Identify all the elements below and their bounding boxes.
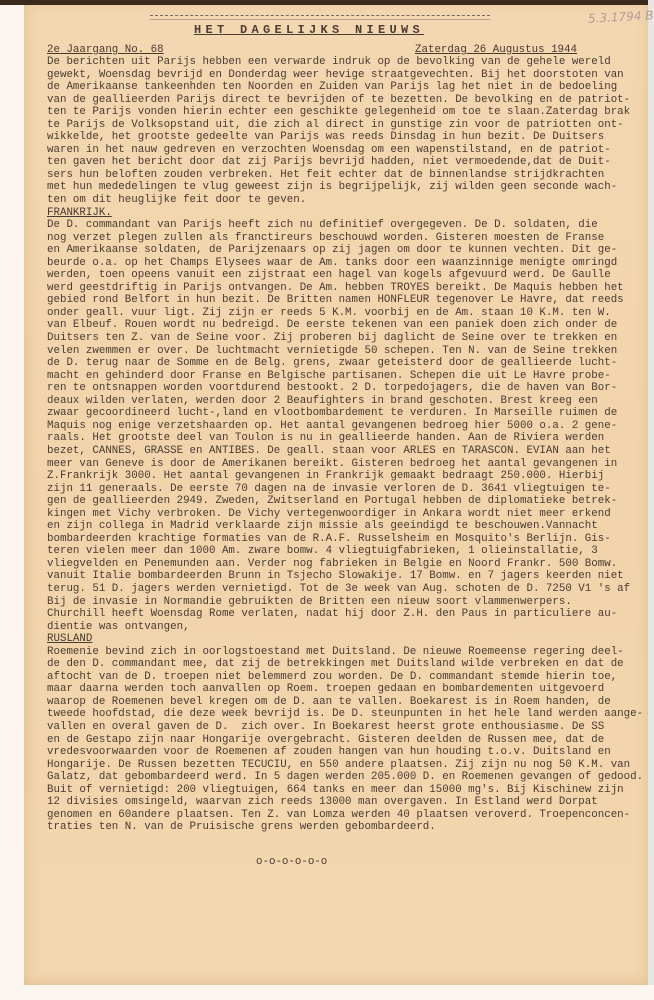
text-line: vallen en overal gaven de D. zich over. In Boekarest heerst grote enthousiasme. De SS bbox=[47, 720, 605, 733]
text-line: waarop de Roemenen bevel kregen om de D. aan te vallen. Boekarest is in Roem handen, de bbox=[47, 695, 611, 708]
text-line: dientie was ontvangen, bbox=[47, 620, 190, 633]
text-line: van Elbeuf. Rouen wordt nu bedreigd. De eerste tekenen van een paniek doen zich onder de bbox=[47, 319, 618, 332]
scan-margin bbox=[648, 0, 654, 985]
text-line: gewekt, Woensdag bevrijd en Donderdag weer hevige straatgevechten. Bij het doorstoten van bbox=[47, 68, 624, 81]
text-line: beurde o.a. op het Champs Elysees waar de Am. tanks door een waanzinnige menigte omringd bbox=[47, 256, 618, 269]
archive-mark: 5.3.1794 B bbox=[587, 8, 654, 26]
news-section bbox=[47, 207, 643, 634]
text-line: de Amerikaanse tankeenhden ten Noorden en Zuiden van Parijs lag het niet in de bedoeling bbox=[47, 81, 618, 94]
text-line: zijn 11 generaals. De eerste 70 dagen na de invasie verloren de D. 3641 vliegtuigen te- bbox=[47, 482, 611, 495]
scan-edge bbox=[0, 0, 654, 5]
text-line: van de geallieerden Parijs direct te bevrijden of te bezetten. De bevolking en de patriot- bbox=[47, 93, 631, 106]
text-line: 12 divisies omsingeld, waarvan zich reeds 13000 man overgaven. In Estland werd Dorpat bbox=[47, 796, 598, 809]
text-line: en Amerikaanse soldaten, de Parijzenaars op zij jagen om door te kunnen vechten. Dit ge- bbox=[47, 244, 618, 257]
issue-number: 2e Jaargang No. 68 bbox=[47, 44, 164, 56]
text-line: De berichten uit Parijs hebben een verwarde indruk op de bevolking van de gehele wereld bbox=[47, 56, 611, 68]
text-line: sers hun beloften zouden verbreken. Het feit echter dat de binnenlandse strijdkrachten bbox=[47, 168, 605, 181]
text-line: Galatz, dat gebombardeerd werd. In 5 dagen werden 205.000 D. en Roemenen gevangen of gedood. bbox=[47, 771, 644, 784]
text-line: De D. commandant van Parijs heeft zich nu definitief overgegeven. De D. soldaten, die bbox=[47, 219, 598, 232]
text-line: Hongarije. De Russen bezetten TECUCIU, en 550 andere plaatsen. Zij zijn nu nog 50 K.M. van bbox=[47, 758, 631, 771]
text-line: gebied rond Belfort in hun bezit. De Britten namen HONFLEUR tegenover Le Havre, dat reeds bbox=[47, 294, 624, 307]
text-line: Duitsers ten Z. van de Seine voor. Zij proberen bij daglicht de Seine over te trekken en bbox=[47, 332, 618, 345]
text-line: de D. terug naar de Somme en de Belg. grens, zwaar geteisterd door de geallieerde lucht- bbox=[47, 357, 618, 370]
text-line: ren te ontsnappen worden voortdurend bestookt. 2 D. torpedojagers, die de haven van Bor- bbox=[47, 382, 618, 395]
text-line: vanuit Italie bombardeerden Brunn in Tsjecho Slowakije. 17 Bomw. en 7 jagers keerden niet bbox=[47, 570, 624, 583]
text-line: werd geestdriftig in Parijs ontvangen. De Am. hebben TROYES bereikt. De Maquis hebben het bbox=[47, 281, 624, 294]
text-line: Churchill heeft Woensdag Rome verlaten, nadat hij door Z.H. den Paus in particuliere au- bbox=[47, 608, 618, 621]
text-line: macht en gehinderd door Franse en Belgische partisanen. Schepen die uit Le Havre probe- bbox=[47, 369, 611, 382]
text-line: maar daarna werden toch aanvallen op Roem. troepen gedaan en bombardementen uitgevoerd bbox=[47, 683, 605, 696]
text-line: vredesvoorwaarden voor de Roemenen af zouden hangen van hun houding t.o.v. Duitsland en bbox=[47, 746, 611, 759]
section-heading: FRANKRIJK. bbox=[47, 206, 112, 219]
text-line: waren in het nauw gedreven en verzochten Woensdag om een wapenstilstand, en de patriot- bbox=[47, 143, 611, 156]
header-rule bbox=[150, 15, 490, 16]
text-line: tweede hoofdstad, die deze week bevrijd is. De D. steunpunten in het hele land werden aange- bbox=[47, 708, 644, 721]
text-line: raals. Het grootste deel van Toulon is nu in geallieerde handen. Aan de Riviera werden bbox=[47, 432, 605, 445]
newsletter-title: HET DAGELIJKS NIEUWS bbox=[194, 23, 425, 37]
section-heading: RUSLAND bbox=[47, 633, 93, 646]
text-line: velen zwemmen er over. De luchtmacht vernietigde 50 schepen. Ten N. van de Seine trekken bbox=[47, 344, 618, 357]
text-line: nog verzet plegen zullen als franctireurs beschouwd worden. Gisteren moesten de Franse bbox=[47, 231, 605, 244]
issue-date: Zaterdag 26 Augustus 1944 bbox=[415, 44, 577, 56]
text-line: genomen en 60andere plaatsen. Ten Z. van Lomza werden 40 plaatsen veroverd. Troepenconcen- bbox=[47, 808, 631, 821]
news-section bbox=[47, 633, 643, 834]
text-line: deaux wilden verlaten, werden door 2 Beaufighters in brand geschoten. Brest kreeg een bbox=[47, 394, 598, 407]
text-line: zwaar gecoordineerd lucht-,land en vlootbombardement te verduren. In Marseille ruimen de bbox=[47, 407, 618, 420]
article-body bbox=[47, 56, 643, 834]
text-line: ten gaven het bericht door dat zij Parijs bevrijd hadden, niet vermoedende,dat de Duit- bbox=[47, 156, 611, 169]
text-line: bombardeerden krachtige formaties van de R.A.F. Russelsheim en Mosquito's Berlijn. Gis- bbox=[47, 532, 611, 545]
text-line: Roemenie bevind zich in oorlogstoestand met Duitsland. De nieuwe Roemeense regering deel- bbox=[47, 645, 624, 658]
text-line: terug. 51 D. jagers werden vernietigd. Tot de 3e week van Aug. schoten de D. 7250 V1 's af bbox=[47, 582, 631, 595]
header-rule bbox=[150, 19, 490, 20]
text-line: en zijn collega in Madrid verklaarde zijn missie als geeindigd te beschouwen.Vannacht bbox=[47, 520, 598, 533]
text-line: aftocht van de D. troepen niet belemmerd zou worden. De D. commandant stemde hierin toe, bbox=[47, 670, 618, 683]
text-line: ten om dit heuglijke feit door te geven. bbox=[47, 194, 307, 207]
text-line: onder geall. vuur ligt. Zij zijn er reeds 5 K.M. voorbij en de Am. staan 10 K.M. ten W. bbox=[47, 306, 611, 319]
text-line: ten te Parijs vonden hierin echter een geschikte gelegenheid om toe te slaan.Zaterdag brak bbox=[47, 106, 631, 119]
text-line: Bij de invasie in Normandie gebruikten de Britten een nieuw soort vlammenwerpers. bbox=[47, 595, 572, 608]
text-line: meer van Geneve is door de Amerikanen bereikt. Gisteren bedroeg het aantal gevangenen in bbox=[47, 457, 618, 470]
text-line: wikkelde, het grootste gedeelte van Parijs was reeds Dinsdag in hun bezit. De Duitsers bbox=[47, 131, 605, 144]
text-line: kingen met Vichy verbroken. De Vichy vertegenwoordiger in Ankara wordt niet meer erkend bbox=[47, 507, 611, 520]
text-line: te Parijs de Volksopstand uit, die zich al direct in gunstige zin voor de patriotten ont- bbox=[47, 118, 624, 131]
text-line: en de Gestapo zijn naar Hongarije overgebracht. Gisteren deelden de Russen mee, dat de bbox=[47, 733, 605, 746]
text-line: werden, toen opeens vanuit een zijstraat een hagel van kogels afgevuurd werd. De Gaulle bbox=[47, 269, 611, 282]
text-line: traties ten N. van de Pruisische grens werden gebombardeerd. bbox=[47, 821, 436, 834]
news-section bbox=[47, 56, 643, 207]
text-line: vliegvelden en Penemunden aan. Verder nog fabrieken in Belgie en Noord Frankr. 500 Bomw. bbox=[47, 557, 618, 570]
text-line: Maquis nog enige verzetshaarden op. Het aantal gevangenen bedroeg hier 5000 o.a. 2 gene- bbox=[47, 419, 618, 432]
text-line: Buit of vernietigd: 200 vliegtuigen, 664 tanks en meer dan 15000 mg's. Bij Kischinew zijn bbox=[47, 783, 624, 796]
text-line: Z.Frankrijk 3000. Het aantal gevangenen in Frankrijk gemaakt bedraagt 250.000. Hierbij bbox=[47, 470, 605, 483]
text-line: bezet, CANNES, GRASSE en ANTIBES. De geall. staan voor ARLES en TARASCON. EVIAN aan het bbox=[47, 444, 611, 457]
end-separator: o-o-o-o-o-o bbox=[256, 856, 328, 868]
text-line: met hun mededelingen te vlug geweest zijn is begrijpelijk, zij wilden geen seconde wach- bbox=[47, 181, 618, 194]
text-line: teren vielen meer dan 1000 Am. zware bomw. 4 vliegtuigfabrieken, 1 olieinstallatie, 3 bbox=[47, 545, 598, 558]
text-line: de den D. commandant mee, dat zij de betrekkingen met Duitsland wilde verbreken en dat de bbox=[47, 658, 624, 671]
text-line: gen de geallieerden 2949. Zweden, Zwitserland en Portugal hebben de diplomatieke betrek- bbox=[47, 495, 618, 508]
